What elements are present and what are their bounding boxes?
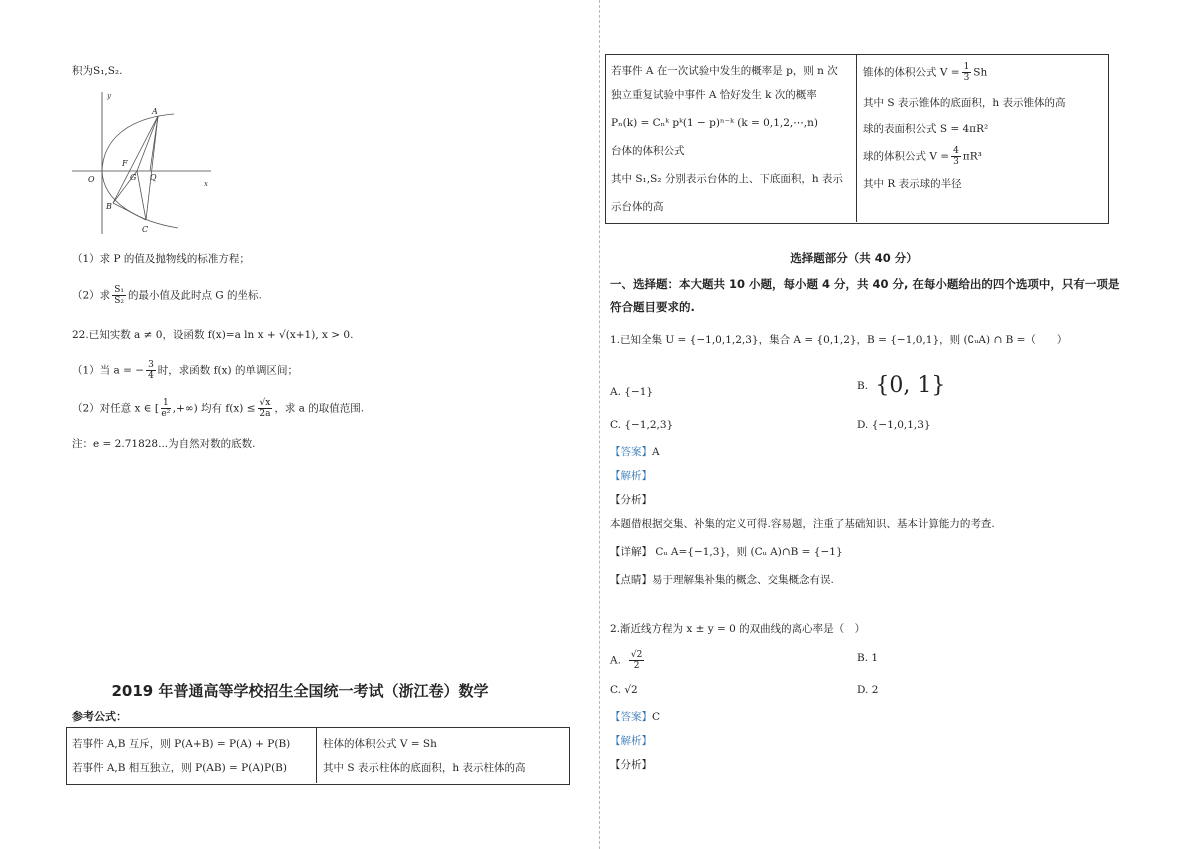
q1-stem: 1.已知全集 U = {−1,0,1,2,3}，集合 A = {0,1,2}，B = {−1,0,1}，则 (∁ᵤA) ∩ B =（ ） bbox=[610, 334, 1068, 346]
instruction-2: 符合题目要求的. bbox=[610, 300, 695, 314]
formula-l1: 若事件 A 在一次试验中发生的概率是 p，则 n 次 bbox=[611, 65, 838, 77]
ref-formula-label: 参考公式： bbox=[72, 710, 127, 723]
q1-option-d: D. {−1,0,1,3} bbox=[857, 419, 931, 431]
q1-answer: 【答案】A bbox=[610, 446, 660, 458]
label-O: O bbox=[88, 175, 95, 184]
ref-table-divider bbox=[316, 727, 317, 783]
formula-r2: 其中 S 表示锥体的底面积，h 表示锥体的高 bbox=[863, 97, 1066, 109]
q21-part2: （2）求 $\frac{\text{S₁}}{\text{S₂}}$ 的最小值及此时点 G 的坐标. bbox=[72, 285, 262, 306]
q2-option-a: A. $\frac{√2}{2}$ bbox=[610, 650, 643, 671]
label-C: C bbox=[142, 225, 149, 234]
q21-part1: （1）求 P 的值及抛物线的标准方程； bbox=[72, 253, 250, 265]
line-A-B bbox=[113, 116, 158, 203]
q22-stem: 22.已知实数 a ≠ 0，设函数 f(x)=a ln x + √(x+1), x > 0. bbox=[72, 329, 354, 341]
parabola-figure bbox=[66, 86, 226, 236]
formula-r3: 球的表面积公式 S = 4πR² bbox=[863, 123, 989, 135]
formula-l3: Pₙ(k) = Cₙᵏ pᵏ(1 − p)ⁿ⁻ᵏ (k = 0,1,2,⋯,n) bbox=[611, 117, 818, 129]
q1-jiexi: 【解析】 bbox=[610, 470, 652, 482]
label-F: F bbox=[122, 159, 128, 168]
q2-fenxi-tag: 【分析】 bbox=[610, 759, 652, 771]
label-y: y bbox=[107, 92, 111, 100]
label-x: x bbox=[204, 180, 208, 188]
label-B: B bbox=[106, 202, 112, 211]
formula-l4: 台体的体积公式 bbox=[611, 145, 685, 157]
label-G: G bbox=[130, 173, 137, 182]
q1-option-c: C. {−1,2,3} bbox=[610, 419, 674, 431]
ref-r1c2: 柱体的体积公式 V = Sh bbox=[323, 738, 437, 750]
q2-jiexi: 【解析】 bbox=[610, 735, 652, 747]
instruction-1: 一、选择题：本大题共 10 小题，每小题 4 分，共 40 分, 在每小题给出的四个选项中，只有一项是 bbox=[610, 277, 1120, 291]
formula-l6: 示台体的高 bbox=[611, 201, 664, 213]
section-heading: 选择题部分（共 40 分） bbox=[790, 251, 918, 265]
q22-part1: （1）当 a = − $\frac{3}{4}$ 时，求函数 f(x) 的单调区间； bbox=[72, 360, 298, 381]
formula-r5: 其中 R 表示球的半径 bbox=[863, 178, 962, 190]
formula-l5: 其中 S₁,S₂ 分别表示台体的上、下底面积，h 表示 bbox=[611, 173, 843, 185]
formula-r4: 球的体积公式 V = $\frac{4}{3}$ πR³ bbox=[863, 146, 982, 167]
formula-table-divider bbox=[856, 54, 857, 222]
q2-option-d: D. 2 bbox=[857, 684, 879, 696]
q1-xiangjie: 【详解】 Cᵤ A={−1,3}，则 (Cᵤ A)∩B = {−1} bbox=[610, 546, 843, 558]
formula-l2: 独立重复试验中事件 A 恰好发生 k 次的概率 bbox=[611, 89, 817, 101]
q1-fenxi-tag: 【分析】 bbox=[610, 494, 652, 506]
q2-option-c: C. √2 bbox=[610, 684, 638, 696]
label-A: A bbox=[152, 107, 158, 116]
q2-option-b: B. 1 bbox=[857, 652, 879, 664]
q2-answer: 【答案】C bbox=[610, 711, 661, 723]
line-C-G bbox=[137, 171, 146, 220]
q2-stem: 2.渐近线方程为 x ± y = 0 的双曲线的离心率是（ ） bbox=[610, 623, 866, 635]
exam-title: 2019 年普通高等学校招生全国统一考试（浙江卷）数学 bbox=[111, 682, 489, 700]
formula-table bbox=[605, 54, 1109, 224]
ref-formula-table bbox=[66, 727, 570, 785]
q22-part2: （2）对任意 x ∈ [ $\frac{1}{\text{e²}}$ ,+∞) 均有 f(x) ≤ $\frac{√x}{2a}$ ，求 a 的取值范围. bbox=[72, 398, 365, 419]
q1-option-a: A. {−1} bbox=[610, 386, 654, 398]
note-e: 注：e = 2.71828...为自然对数的底数. bbox=[72, 438, 256, 450]
label-Q: Q bbox=[150, 173, 157, 182]
ref-r1c1: 若事件 A,B 互斥，则 P(A+B) = P(A) + P(B) bbox=[72, 738, 291, 750]
formula-r1: 锥体的体积公式 V = $\frac{1}{3}$ Sh bbox=[863, 62, 988, 83]
right-page bbox=[600, 0, 1200, 849]
ref-r2c2: 其中 S 表示柱体的底面积，h 表示柱体的高 bbox=[323, 762, 526, 774]
q1-option-b: B. {0, 1} bbox=[857, 373, 946, 398]
q1-dianjing: 【点睛】易于理解集补集的概念、交集概念有误. bbox=[610, 574, 834, 586]
line-B-C bbox=[113, 203, 146, 220]
area-text: 积为S₁,S₂. bbox=[72, 65, 123, 77]
q1-fenxi: 本题借根据交集、补集的定义可得.容易题，注重了基础知识、基本计算能力的考查. bbox=[610, 518, 995, 530]
ref-r2c1: 若事件 A,B 相互独立，则 P(AB) = P(A)P(B) bbox=[72, 762, 287, 774]
